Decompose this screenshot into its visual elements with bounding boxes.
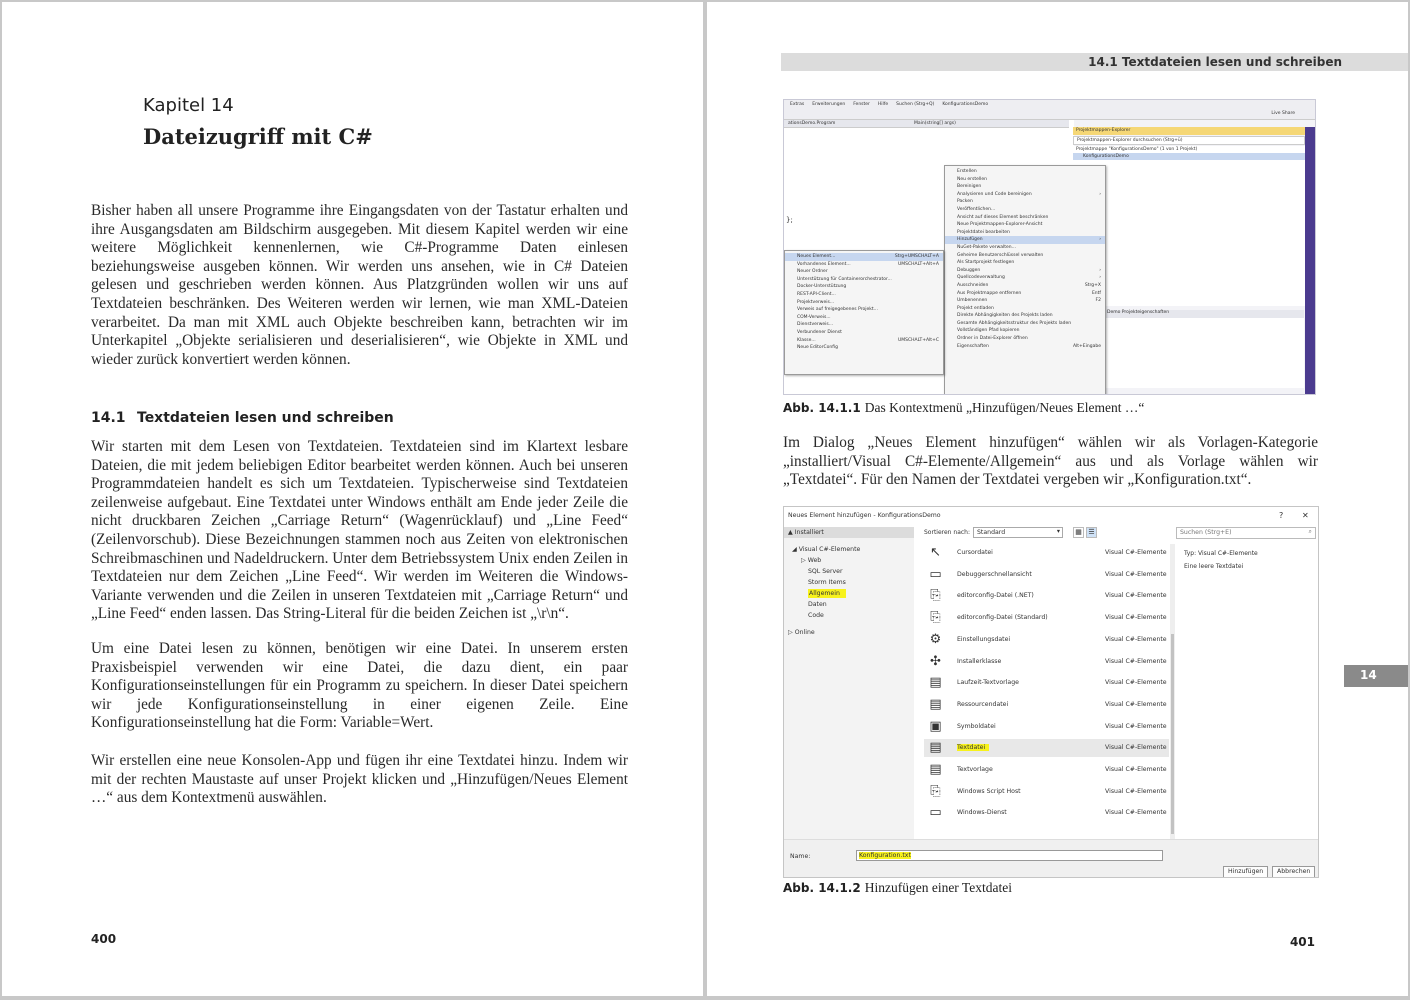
template-category: Visual C#-Elemente bbox=[1105, 635, 1167, 643]
template-name: Debuggerschnellansicht bbox=[957, 570, 1032, 578]
menubar-item[interactable]: Erweiterungen bbox=[812, 102, 846, 107]
project-node[interactable]: KonfigurationsDemo bbox=[1073, 153, 1305, 160]
help-button[interactable]: ? bbox=[1279, 511, 1284, 520]
figure-caption-2 bbox=[783, 880, 1012, 896]
template-row[interactable] bbox=[924, 609, 1169, 627]
template-icon: ▭ bbox=[929, 566, 942, 582]
properties-panel bbox=[1104, 318, 1304, 388]
solution-explorer-tree bbox=[1073, 146, 1305, 306]
template-icon: ⎘ bbox=[930, 610, 941, 626]
paragraph-konsolen-app: Wir erstellen eine neue Konsolen-App und fügen ihr eine Textdatei hinzu. Indem wir mit der rechten Maustaste auf unser Projekt klicken und „Hinzufügen/Neues Element …“ aus dem Kontextmenü auswählen. bbox=[91, 752, 628, 807]
template-category: Visual C#-Elemente bbox=[1105, 549, 1167, 556]
menu-item-label: Ordner in Datei-Explorer öffnen bbox=[957, 336, 1028, 342]
template-name: editorconfig-Datei (Standard) bbox=[957, 614, 1048, 622]
context-menu-item[interactable] bbox=[945, 305, 1105, 313]
template-name: Windows Script Host bbox=[957, 787, 1021, 795]
menu-item-label: Ausschneiden bbox=[957, 282, 989, 288]
menu-item-shortcut: UMSCHALT+Alt+A bbox=[898, 261, 939, 267]
menu-item-label: Ansicht auf dieses Element beschränken bbox=[957, 214, 1049, 220]
template-name: Symboldatei bbox=[957, 722, 996, 730]
template-category: Visual C#-Elemente bbox=[1105, 570, 1167, 578]
menu-item-label: Analysieren und Code bereinigen bbox=[957, 191, 1032, 197]
template-category-tree bbox=[784, 527, 914, 839]
template-name: Ressourcendatei bbox=[957, 700, 1009, 708]
chapter-label: Kapitel 14 bbox=[143, 95, 234, 116]
template-icon: ▤ bbox=[929, 696, 942, 712]
menubar-item[interactable]: Fenster bbox=[853, 102, 870, 107]
search-icon: ⌕ bbox=[1308, 528, 1312, 535]
menu-item-label: Bereinigen bbox=[957, 184, 982, 190]
template-category: Visual C#-Elemente bbox=[1105, 766, 1167, 773]
template-icon: ⚙ bbox=[929, 631, 942, 647]
name-label: Name: bbox=[790, 853, 811, 860]
add-button[interactable]: Hinzufügen bbox=[1223, 866, 1268, 878]
context-menu-item[interactable] bbox=[785, 291, 943, 299]
template-name: editorconfig-Datei (.NET) bbox=[957, 592, 1034, 600]
template-row[interactable] bbox=[924, 739, 1169, 757]
template-icon: ✣ bbox=[930, 653, 941, 669]
template-name: Textvorlage bbox=[957, 766, 993, 773]
caption-2-text: Hinzufügen einer Textdatei bbox=[864, 880, 1012, 895]
template-name: Windows-Dienst bbox=[957, 809, 1007, 817]
add-item-dialog-screenshot bbox=[783, 506, 1319, 878]
tree-web[interactable]: ▷ Web bbox=[801, 557, 822, 564]
vs-editor-navbar bbox=[784, 120, 1069, 128]
context-menu-item[interactable] bbox=[785, 306, 943, 314]
template-category: Visual C#-Elemente bbox=[1105, 722, 1167, 730]
tree-allgemein[interactable]: Allgemein bbox=[808, 589, 846, 598]
caption-1-text: Das Kontextmenü „Hinzufügen/Neues Element …“ bbox=[864, 400, 1145, 415]
menu-item-label: Neu erstellen bbox=[957, 176, 988, 182]
menu-item-shortcut: F2 bbox=[1095, 298, 1101, 304]
template-category: Visual C#-Elemente bbox=[1105, 809, 1167, 817]
vs-menubar bbox=[784, 100, 1315, 109]
template-row[interactable] bbox=[924, 587, 1169, 605]
menu-item-label: Verbundener Dienst bbox=[797, 329, 842, 335]
context-submenu-hinzufuegen bbox=[784, 250, 944, 375]
menu-item-label: Veröffentlichen... bbox=[957, 206, 996, 212]
context-menu-item[interactable] bbox=[945, 312, 1105, 320]
menu-item-label: Umbenennen bbox=[957, 298, 988, 304]
menu-item-label: Als Startprojekt festlegen bbox=[957, 260, 1015, 266]
menu-item-label: Unterstützung für Containerorchestrator... bbox=[797, 276, 892, 282]
context-menu-item[interactable] bbox=[945, 229, 1105, 237]
template-category: Visual C#-Elemente bbox=[1105, 592, 1167, 600]
template-icon: ▭ bbox=[929, 805, 942, 821]
menu-item-label: COM-Verweis... bbox=[797, 314, 831, 320]
menu-item-shortcut: Alt+Eingabe bbox=[1072, 343, 1101, 349]
menu-item-label: Hinzufügen bbox=[957, 237, 983, 243]
template-row[interactable] bbox=[924, 544, 1169, 562]
template-list-scrollbar[interactable] bbox=[1170, 544, 1175, 839]
context-menu-screenshot bbox=[783, 99, 1316, 395]
context-menu-item[interactable] bbox=[945, 343, 1105, 351]
context-menu-item[interactable] bbox=[945, 252, 1105, 260]
vs-side-strip bbox=[1305, 127, 1315, 395]
solution-explorer-search[interactable]: Projektmappen-Explorer durchsuchen (Strg+ü) bbox=[1073, 136, 1305, 145]
template-name: Cursordatei bbox=[957, 549, 993, 556]
info-type: Typ: Visual C#-Elemente bbox=[1184, 550, 1258, 557]
menu-item-label: Klasse... bbox=[797, 337, 816, 343]
search-placeholder: Suchen (Strg+E) bbox=[1180, 529, 1232, 536]
template-name: Einstellungsdatei bbox=[957, 635, 1011, 643]
properties-title bbox=[1104, 310, 1304, 318]
context-menu-item[interactable] bbox=[785, 344, 943, 352]
solution-node[interactable]: Projektmappe "KonfigurationsDemo" (1 von 1 Projekt) bbox=[1076, 147, 1198, 152]
template-category: Visual C#-Elemente bbox=[1105, 744, 1167, 752]
context-menu-item[interactable] bbox=[785, 261, 943, 269]
running-header-text: 14.1 Textdateien lesen und schreiben bbox=[1088, 55, 1342, 69]
figure-caption-1 bbox=[783, 400, 1144, 416]
dialog-title: Neues Element hinzufügen - KonfigurationsDemo bbox=[788, 512, 941, 519]
menu-item-shortcut: › bbox=[1099, 237, 1101, 243]
context-menu-item[interactable] bbox=[785, 314, 943, 322]
context-menu-item[interactable] bbox=[945, 221, 1105, 229]
context-menu-item[interactable] bbox=[945, 206, 1105, 214]
editor-class-dropdown[interactable]: ationsDemo.Program bbox=[788, 121, 836, 126]
template-category: Visual C#-Elemente bbox=[1105, 787, 1167, 795]
context-menu-item[interactable] bbox=[785, 337, 943, 345]
template-row[interactable] bbox=[924, 631, 1169, 649]
tree-storm-items[interactable]: Storm Items bbox=[808, 579, 846, 586]
menu-item-label: NuGet-Pakete verwalten... bbox=[957, 244, 1016, 250]
context-menu bbox=[944, 165, 1106, 395]
menu-item-label: Gesamte Abhängigkeitsstruktur des Projekts laden bbox=[957, 320, 1072, 326]
name-input-value: Konfiguration.txt bbox=[859, 852, 911, 859]
context-menu-item[interactable] bbox=[945, 236, 1105, 244]
context-menu-item[interactable] bbox=[785, 299, 943, 307]
template-icon: ▤ bbox=[929, 762, 942, 777]
template-row[interactable] bbox=[924, 718, 1169, 736]
context-menu-item[interactable] bbox=[945, 274, 1105, 282]
context-menu-item[interactable] bbox=[945, 259, 1105, 267]
context-menu-item[interactable] bbox=[945, 282, 1105, 290]
menu-item-label: Vorhandenes Element... bbox=[797, 261, 851, 267]
context-menu-item[interactable] bbox=[945, 168, 1105, 176]
name-input[interactable] bbox=[856, 850, 1163, 861]
page-number-right: 401 bbox=[1289, 935, 1315, 949]
template-icon: ⎘ bbox=[930, 783, 941, 799]
section-title: Textdateien lesen und schreiben bbox=[137, 410, 394, 426]
right-page bbox=[707, 2, 1408, 996]
menu-item-label: Eigenschaften bbox=[957, 343, 989, 349]
context-menu-item[interactable] bbox=[945, 198, 1105, 206]
menu-item-shortcut: › bbox=[1099, 191, 1101, 197]
context-menu-item[interactable] bbox=[945, 327, 1105, 335]
search-input[interactable] bbox=[1176, 527, 1316, 539]
context-menu-item[interactable] bbox=[945, 214, 1105, 222]
template-row[interactable] bbox=[924, 696, 1169, 714]
menubar-item[interactable]: Hilfe bbox=[877, 102, 889, 107]
menu-item-shortcut: › bbox=[1099, 267, 1101, 273]
code-brace: }; bbox=[786, 216, 793, 224]
sort-select[interactable] bbox=[973, 527, 1063, 538]
menu-item-label: Neue Projektmappen-Explorer-Ansicht bbox=[957, 222, 1043, 228]
template-row[interactable] bbox=[924, 783, 1169, 801]
chevron-down-icon: ▾ bbox=[1056, 528, 1060, 535]
menu-item-label: Quellcodeverwaltung bbox=[957, 275, 1005, 281]
template-category: Visual C#-Elemente bbox=[1105, 679, 1167, 687]
context-menu-item[interactable] bbox=[945, 297, 1105, 305]
solution-explorer-title: Projektmappen-Explorer bbox=[1073, 127, 1305, 135]
menu-item-label: REST-API-Client... bbox=[797, 291, 836, 297]
paragraph-textdateien: Wir starten mit dem Lesen von Textdateien. Textdateien sind im Klartext lesbare Dateien, die mit jedem beliebigen Editor bearbeitet werden können. Auch bei unseren Programmdateien handelt es sich um Textdateien. Typischerweise sind Textdateien zeilenweise aufgebaut. Eine Textdatei unter Windows enthält am Ende jeder Zeile die nicht druckbaren Zeichen „Carriage Return“ (Wagenrücklauf) und „Line Feed“ (Zeilenvorschub). Diese Bezeichnungen stammen noch aus Zeiten von elektronischen Schreibmaschinen und Nadeldruckern. Unter dem Betriebssystem Unix enden Zeilen in Textdateien nur dem Zeichen „Line Feed“. Wir werden im Weiteren die Windows-Variante verwenden und die Zeilen in unseren Textdateien mit „Carriage Return“ und „Line Feed“ enden lassen. Das String-Literal für die beiden Zeichen ist „\r\n“. bbox=[91, 438, 628, 623]
menu-item-shortcut: Entf bbox=[1091, 290, 1101, 296]
running-header bbox=[781, 53, 1408, 71]
template-icon: ▤ bbox=[929, 675, 942, 691]
menubar-item[interactable]: Extras bbox=[790, 102, 805, 107]
menu-item-shortcut: Strg+UMSCHALT+A bbox=[894, 254, 939, 259]
context-menu-item[interactable] bbox=[785, 268, 943, 276]
template-icon: ▤ bbox=[929, 740, 942, 756]
menubar-item[interactable]: KonfigurationsDemo bbox=[942, 102, 989, 107]
menu-item-label: Aus Projektmappe entfernen bbox=[957, 290, 1022, 296]
context-menu-item[interactable] bbox=[945, 244, 1105, 252]
context-menu-item[interactable] bbox=[785, 253, 943, 261]
template-row[interactable] bbox=[924, 674, 1169, 692]
menubar-item[interactable]: Suchen (Strg+Q) bbox=[896, 102, 935, 107]
template-row[interactable] bbox=[924, 761, 1169, 779]
template-info-panel bbox=[1184, 547, 1258, 573]
properties-title-text: Demo Projekteigenschaften bbox=[1107, 310, 1170, 315]
caption-1-label: Abb. 14.1.1 bbox=[783, 401, 861, 415]
context-menu-item[interactable] bbox=[945, 176, 1105, 184]
menu-item-label: Geheime Benutzerschlüssel verwalten bbox=[957, 252, 1044, 258]
tree-code[interactable]: Code bbox=[808, 612, 824, 619]
page-number-left: 400 bbox=[91, 932, 117, 946]
installed-node[interactable]: ▲ Installiert bbox=[784, 527, 914, 538]
menu-item-shortcut: › bbox=[1099, 275, 1101, 281]
context-menu-item[interactable] bbox=[945, 267, 1105, 275]
section-number: 14.1 bbox=[91, 410, 126, 426]
live-share-button[interactable]: Live Share bbox=[1271, 111, 1295, 116]
context-menu-item[interactable] bbox=[945, 320, 1105, 328]
list-view-icon[interactable]: ☰ bbox=[1086, 527, 1097, 538]
close-icon[interactable]: ✕ bbox=[1302, 511, 1309, 520]
tree-sql-server[interactable]: SQL Server bbox=[808, 568, 843, 575]
template-category: Visual C#-Elemente bbox=[1105, 700, 1167, 708]
grid-view-icon[interactable]: ▦ bbox=[1073, 527, 1084, 538]
template-name: Laufzeit-Textvorlage bbox=[957, 679, 1019, 687]
menu-item-label: Dienstverweis... bbox=[797, 322, 834, 328]
chapter-thumb-tab: 14 bbox=[1344, 665, 1408, 687]
template-icon: ▣ bbox=[929, 718, 942, 734]
context-menu-item[interactable] bbox=[945, 183, 1105, 191]
vs-toolbar bbox=[784, 109, 1315, 120]
menu-item-shortcut: UMSCHALT+Alt+C bbox=[897, 337, 939, 343]
context-menu-item[interactable] bbox=[785, 321, 943, 329]
template-category: Visual C#-Elemente bbox=[1105, 657, 1167, 665]
editor-method-dropdown[interactable]: Main(string[] args) bbox=[914, 121, 956, 126]
menu-item-label: Vollständigen Pfad kopieren bbox=[957, 328, 1020, 334]
template-name: Installerklasse bbox=[957, 657, 1002, 665]
caption-2-label: Abb. 14.1.2 bbox=[783, 881, 861, 895]
menu-item-label: Packen bbox=[957, 199, 973, 205]
menu-item-label: Erstellen bbox=[957, 169, 977, 174]
sort-select-value: Standard bbox=[977, 529, 1006, 536]
chapter-title: Dateizugriff mit C# bbox=[143, 124, 373, 149]
menu-item-label: Projektdatei bearbeiten bbox=[957, 229, 1010, 235]
menu-item-label: Projektverweis... bbox=[797, 299, 835, 305]
cancel-button[interactable]: Abbrechen bbox=[1272, 866, 1315, 878]
menu-item-label: Direkte Abhängigkeiten des Projekts laden bbox=[957, 313, 1053, 319]
template-icon: ↖ bbox=[930, 545, 941, 560]
intro-paragraph: Bisher haben all unsere Programme ihre Eingangsdaten von der Tastatur erhalten und ihre Ausgangsdaten am Bildschirm ausgegeben. Mit diesem Kapitel werden wir eine weitere Möglichkeit kennenlernen, wie C#-Programme Daten einlesen beziehungsweise ausgeben können. Wir werden uns ansehen, wie in C# Dateien gelesen und geschrieben werden können. Aus Platzgründen wollen wir uns auf Textdateien beschränken. Des Weiteren werden wir lernen, wie man XML-Dateien verarbeitet. Da man mit XML auch Objekte beschreiben kann, betrachten wir im Unterkapitel „Objekte serialisieren und deserialisieren“, wie Objekte in XML und wieder zurück konvertiert werden können. bbox=[91, 202, 628, 368]
menu-item-label: Docker-Unterstützung bbox=[797, 284, 847, 290]
template-row[interactable] bbox=[924, 653, 1169, 671]
template-row[interactable] bbox=[924, 566, 1169, 584]
tree-daten[interactable]: Daten bbox=[808, 601, 827, 608]
paragraph-dialog: Im Dialog „Neues Element hinzufügen“ wählen wir als Vorlagen-Kategorie „installiert/Visual C#-Elemente/Allgemein“ aus und als Vorlage wählen wir „Textdatei“. Für den Namen der Textdatei vergeben wir „Konfiguration.txt“. bbox=[783, 434, 1318, 489]
menu-item-label: Projekt entladen bbox=[957, 305, 994, 311]
menu-item-label: Neue EditorConfig bbox=[797, 345, 838, 351]
template-name: Textdatei bbox=[957, 744, 989, 751]
sort-label: Sortieren nach: bbox=[924, 529, 970, 536]
tree-online[interactable]: ▷ Online bbox=[788, 629, 815, 636]
template-list bbox=[924, 544, 1169, 839]
tree-visual-csharp[interactable]: ◢ Visual C#-Elemente bbox=[792, 546, 861, 553]
menu-item-shortcut: Strg+X bbox=[1084, 282, 1101, 288]
template-row[interactable] bbox=[924, 804, 1169, 822]
template-category: Visual C#-Elemente bbox=[1105, 614, 1167, 622]
menu-item-label: Neuer Ordner bbox=[797, 269, 828, 275]
section-heading bbox=[91, 410, 394, 426]
left-page bbox=[2, 2, 703, 996]
context-menu-item[interactable] bbox=[785, 276, 943, 284]
context-menu-item[interactable] bbox=[785, 329, 943, 337]
context-menu-item[interactable] bbox=[945, 335, 1105, 343]
info-description: Eine leere Textdatei bbox=[1184, 563, 1244, 570]
paragraph-konfiguration: Um eine Datei lesen zu können, benötigen wir eine Datei. In unserem ersten Praxisbeispiel verwenden wir eine Datei, die dazu dient, ein paar Konfigurationseinstellungen für ein Programm zu speichern. In dieser Datei speichern wir jede Konfigurationseinstellung in einer eigenen Zeile. Eine Konfigurationseinstellung hat die Form: Variable=Wert. bbox=[91, 640, 628, 732]
context-menu-item[interactable] bbox=[785, 283, 943, 291]
context-menu-item[interactable] bbox=[945, 191, 1105, 199]
menu-item-label: Verweis auf freigegebenes Projekt... bbox=[797, 307, 878, 313]
menu-item-label: Debuggen bbox=[957, 267, 981, 273]
template-icon: ⎘ bbox=[930, 588, 941, 604]
dialog-footer bbox=[784, 839, 1319, 878]
menu-item-label: Neues Element... bbox=[797, 254, 836, 259]
context-menu-item[interactable] bbox=[945, 290, 1105, 298]
